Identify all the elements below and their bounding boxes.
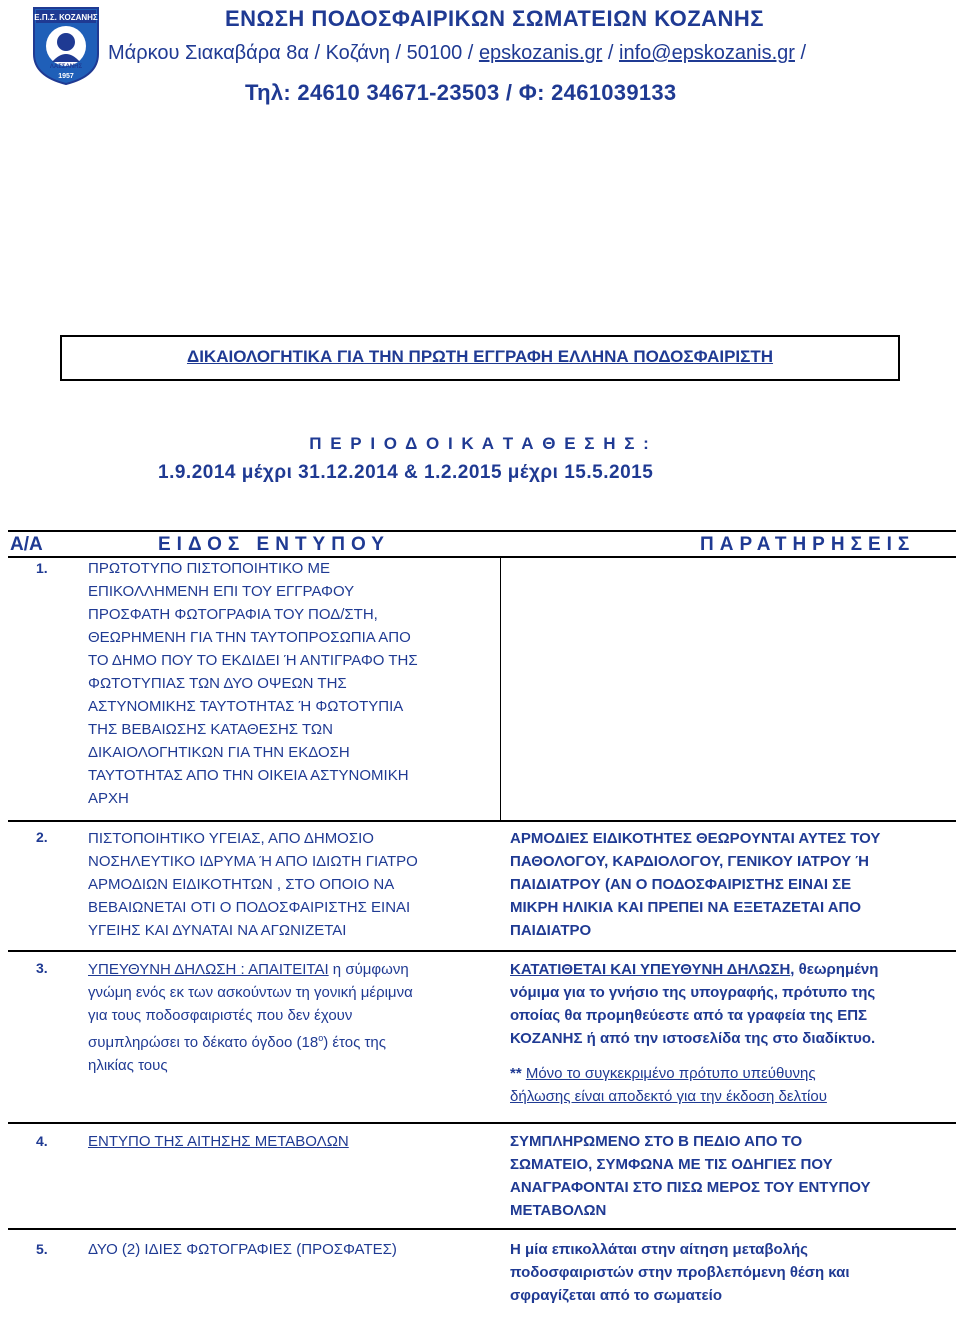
website-link[interactable]: epskozanis.gr — [478, 42, 603, 64]
note-line: δήλωσης είναι αποδεκτό για την έκδοση δελτίου — [510, 1088, 827, 1105]
email-link[interactable]: info@epskozanis.gr — [619, 42, 795, 64]
table-top-rule — [8, 530, 956, 532]
desc-line: ΠΙΣΤΟΠΟΙΗΤΙΚΟ ΥΓΕΙΑΣ, ΑΠΟ ΔΗΜΟΣΙΟ — [88, 830, 374, 847]
row-3-note — [510, 958, 950, 1108]
desc-line: ΕΠΙΚΟΛΛΗΜΕΝΗ ΕΠΙ ΤΟΥ ΕΓΓΡΑΦΟΥ — [88, 583, 355, 600]
desc-line: γνώμη ενός εκ των ασκούντων τη γονική μέριμνα — [88, 984, 413, 1001]
row-4-bottom-rule — [8, 1228, 956, 1230]
row-3-description — [88, 958, 498, 1077]
column-header-notes: ΠΑΡΑΤΗΡΗΣΕΙΣ — [700, 534, 916, 555]
row-2-bottom-rule — [8, 950, 956, 952]
desc-line: ΥΓΕΙΗΣ ΚΑΙ ΔΥΝΑΤΑΙ ΝΑ ΑΓΩΝΙΖΕΤΑΙ — [88, 922, 347, 939]
periods-label: Π Ε Ρ Ι Ο Δ Ο Ι Κ Α Τ Α Θ Ε Σ Η Σ : — [309, 434, 651, 453]
desc-line: για τους ποδοσφαιριστές που δεν έχουν — [88, 1007, 353, 1024]
only-template-accepted: Μόνο το συγκεκριμένο πρότυπο υπεύθυνης — [525, 1065, 816, 1082]
row-3-bottom-rule — [8, 1122, 956, 1124]
note-line — [510, 1062, 950, 1085]
periods-dates: 1.9.2014 μέχρι 31.12.2014 & 1.2.2015 μέχρι 15.5.2015 — [158, 462, 654, 483]
row-1-number: 1. — [36, 560, 48, 576]
desc-line: ΠΡΟΣΦΑΤΗ ΦΩΤΟΓΡΑΦΙΑ ΤΟΥ ΠΟΔ/ΣΤΗ, — [88, 606, 378, 623]
row-1-bottom-rule — [8, 820, 956, 822]
desc-line-rest: η σύμφωνη — [328, 961, 409, 978]
desc-line: ΑΣΤΥΝΟΜΙΚΗΣ ΤΑΥΤΟΤΗΤΑΣ Ή ΦΩΤΟΤΥΠΙΑ — [88, 698, 404, 715]
note-line: ΑΡΜΟΔΙΕΣ ΕΙΔΙΚΟΤΗΤΕΣ ΘΕΩΡΟΥΝΤΑΙ ΑΥΤΕΣ ΤΟΥ — [510, 830, 881, 847]
org-name: ΕΝΩΣΗ ΠΟΔΟΣΦΑΙΡΙΚΩΝ ΣΩΜΑΤΕΙΩΝ ΚΟΖΑΝΗΣ — [225, 6, 765, 31]
desc-line: ΤΟ ΔΗΜΟ ΠΟΥ ΤΟ ΕΚΔΙΔΕΙ Ή ΑΝΤΙΓΡΑΦΟ ΤΗΣ — [88, 652, 418, 669]
note-line: σφραγίζεται από το σωματείο — [510, 1287, 722, 1304]
phone-fax-line: Τηλ: 24610 34671-23503 / Φ: 2461039133 — [245, 80, 677, 105]
note-line — [510, 958, 950, 981]
row-2-number: 2. — [36, 829, 48, 845]
desc-line-part: συμπληρώσει το δέκατο όγδοο (18 — [88, 1034, 319, 1051]
desc-line: ΝΟΣΗΛΕΥΤΙΚΟ ΙΔΡΥΜΑ Ή ΑΠΟ ΙΔΙΩΤΗ ΓΙΑΤΡΟ — [88, 853, 418, 870]
desc-line: ΑΡΜΟΔΙΩΝ ΕΙΔΙΚΟΤΗΤΩΝ , ΣΤΟ ΟΠΟΙΟ ΝΑ — [88, 876, 395, 893]
submitted-declaration: ΚΑΤΑΤΙΘΕΤΑΙ ΚΑΙ ΥΠΕΥΘΥΝΗ ΔΗΛΩΣΗ — [510, 961, 791, 978]
desc-line: ΦΩΤΟΤΥΠΙΑΣ ΤΩΝ ΔΥΟ ΟΨΕΩΝ ΤΗΣ — [88, 675, 347, 692]
column-header-aa: Α/Α — [10, 534, 43, 555]
desc-line: ΤΑΥΤΟΤΗΤΑΣ ΑΠΟ ΤΗΝ ΟΙΚΕΙΑ ΑΣΤΥΝΟΜΙΚΗ — [88, 767, 409, 784]
note-star: ** — [510, 1065, 526, 1082]
desc-line: ΑΡΧΗ — [88, 790, 129, 807]
superscript-o: ο — [318, 1033, 324, 1043]
note-line: ΣΩΜΑΤΕΙΟ, ΣΥΜΦΩΝΑ ΜΕ ΤΙΣ ΟΔΗΓΙΕΣ ΠΟΥ — [510, 1156, 833, 1173]
note-line: ΚΟΖΑΝΗΣ ή από την ιστοσελίδα της στο διαδίκτυο. — [510, 1030, 876, 1047]
address-line — [108, 42, 806, 65]
address-separator: / — [602, 42, 620, 64]
desc-line — [88, 1027, 498, 1054]
logo-year: 1957 — [58, 73, 74, 80]
desc-line: ΠΡΩΤΟΤΥΠΟ ΠΙΣΤΟΠΟΙΗΤΙΚΟ ΜΕ — [88, 560, 330, 577]
desc-line: ΘΕΩΡΗΜΕΝΗ ΓΙΑ ΤΗΝ ΤΑΥΤΟΠΡΟΣΩΠΙΑ ΑΠΟ — [88, 629, 411, 646]
note-line: ΜΙΚΡΗ ΗΛΙΚΙΑ ΚΑΙ ΠΡΕΠΕΙ ΝΑ ΕΞΕΤΑΖΕΤΑΙ ΑΠΟ — [510, 899, 862, 916]
note-line: οποίας θα προμηθεύεστε από τα γραφεία της ΕΠΣ — [510, 1007, 868, 1024]
column-header-type: ΕΙΔΟΣ ΕΝΤΥΠΟΥ — [158, 534, 390, 555]
note-line: ΠΑΙΔΙΑΤΡΟΥ (ΑΝ Ο ΠΟΔΟΣΦΑΙΡΙΣΤΗΣ ΕΙΝΑΙ ΣΕ — [510, 876, 852, 893]
note-line: ΣΥΜΠΛΗΡΩΜΕΝΟ ΣΤΟ Β ΠΕΔΙΟ ΑΠΟ ΤΟ — [510, 1133, 803, 1150]
address-text: Μάρκου Σιακαβάρα 8α / Κοζάνη / 50100 / — [108, 42, 474, 64]
row-4-description: ΕΝΤΥΠΟ ΤΗΣ ΑΙΤΗΣΗΣ ΜΕΤΑΒΟΛΩΝ — [88, 1133, 349, 1150]
desc-line-end: ) έτος της — [323, 1034, 387, 1051]
desc-line: ΔΙΚΑΙΟΛΟΓΗΤΙΚΩΝ ΓΙΑ ΤΗΝ ΕΚΔΟΣΗ — [88, 744, 350, 761]
logo-name-text: ΛΑΣΣΑΝΗΣ — [49, 64, 83, 70]
title-box — [60, 335, 900, 381]
row-4-number: 4. — [36, 1133, 48, 1149]
note-line: ΠΑΘΟΛΟΓΟΥ, ΚΑΡΔΙΟΛΟΓΟΥ, ΓΕΝΙΚΟΥ ΙΑΤΡΟΥ Ή — [510, 853, 869, 870]
address-separator-end: / — [794, 42, 807, 64]
logo-top-text: Ε.Π.Σ. ΚΟΖΑΝΗΣ — [34, 13, 98, 22]
eps-kozanis-logo — [30, 6, 102, 86]
note-line: ποδοσφαιριστών στην προβλεπόμενη θέση και — [510, 1264, 850, 1281]
desc-line: ηλικίας τους — [88, 1057, 168, 1074]
row-2-description — [88, 827, 498, 942]
note-line: νόμιμα για το γνήσιο της υπογραφής, πρότυπο της — [510, 984, 876, 1001]
note-line-rest: , θεωρημένη — [790, 961, 879, 978]
row-1-description — [88, 557, 498, 810]
row-4-note — [510, 1130, 950, 1222]
row-1-divider — [500, 558, 501, 820]
row-5-note — [510, 1238, 950, 1307]
note-line: ΠΑΙΔΙΑΤΡΟ — [510, 922, 592, 939]
desc-line: ΒΕΒΑΙΩΝΕΤΑΙ ΟΤΙ Ο ΠΟΔΟΣΦΑΙΡΙΣΤΗΣ ΕΙΝΑΙ — [88, 899, 411, 916]
desc-line: ΤΗΣ ΒΕΒΑΙΩΣΗΣ ΚΑΤΑΘΕΣΗΣ ΤΩΝ — [88, 721, 333, 738]
row-5-number: 5. — [36, 1241, 48, 1257]
note-line: ΑΝΑΓΡΑΦΟΝΤΑΙ ΣΤΟ ΠΙΣΩ ΜΕΡΟΣ ΤΟΥ ΕΝΤΥΠΟΥ — [510, 1179, 871, 1196]
note-spacer — [510, 1050, 950, 1062]
document-title: ΔΙΚΑΙΟΛΟΓΗΤΙΚΑ ΓΙΑ ΤΗΝ ΠΡΩΤΗ ΕΓΓΡΑΦΗ ΕΛΛΗΝΑ ΠΟΔΟΣΦΑΙΡΙΣΤΗ — [186, 347, 774, 366]
responsible-declaration-required: ΥΠΕΥΘΥΝΗ ΔΗΛΩΣΗ : ΑΠΑΙΤΕΙΤΑΙ — [88, 961, 329, 978]
row-3-number: 3. — [36, 960, 48, 976]
note-line: ΜΕΤΑΒΟΛΩΝ — [510, 1202, 607, 1219]
row-5-description: ΔΥΟ (2) ΙΔΙΕΣ ΦΩΤΟΓΡΑΦΙΕΣ (ΠΡΟΣΦΑΤΕΣ) — [88, 1241, 397, 1258]
note-line: Η μία επικολλάται στην αίτηση μεταβολής — [510, 1241, 808, 1258]
desc-line — [88, 958, 498, 981]
row-2-note — [510, 827, 950, 942]
